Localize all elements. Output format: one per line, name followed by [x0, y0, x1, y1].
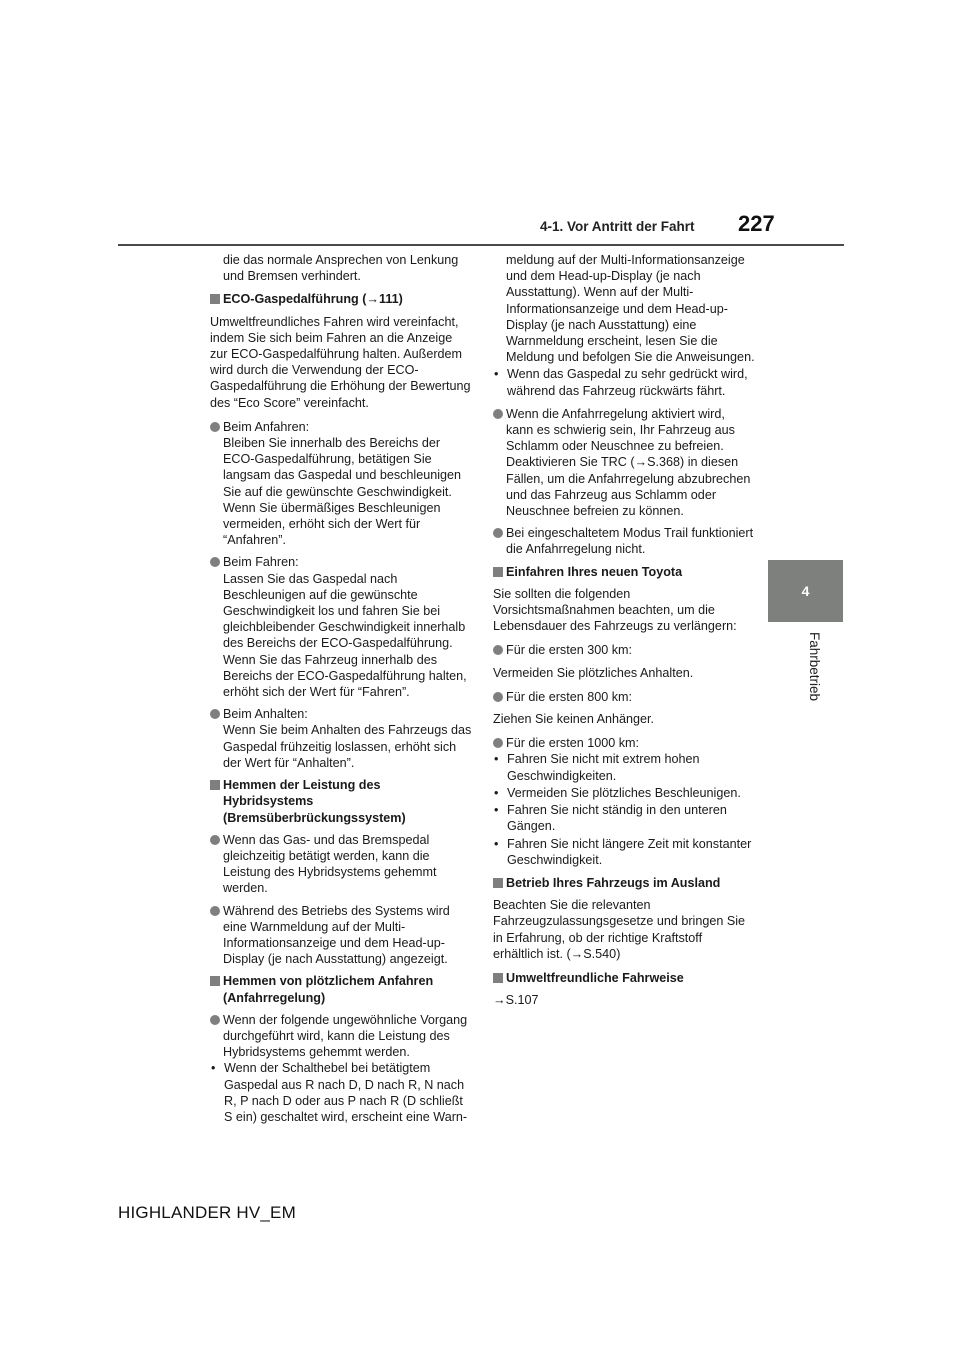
- dot-bullet-icon: •: [494, 803, 499, 818]
- dot-bullet-icon: •: [494, 752, 499, 767]
- dot-item: • Wenn der Schalthebel bei betätigtem Gaspedal aus R nach D, D nach R, N nach R, P nach D oder aus P nach R (D schließt S ein) geschaltet wird, erscheint eine Warn-: [211, 1061, 468, 1124]
- list-item: Wenn der folgende ungewöhnliche Vorgang durchgeführt wird, kann die Leistung des Hybridsystems gehemmt werden.: [210, 1012, 472, 1061]
- page-ref-link[interactable]: →S.107: [493, 993, 539, 1008]
- list-item: Für die ersten 1000 km:: [493, 735, 755, 751]
- chapter-label: Fahrbetrieb: [807, 632, 822, 702]
- section-heading: Einfahren Ihres neuen Toyota: [493, 564, 755, 580]
- list-item: Beim Anhalten: Wenn Sie beim Anhalten des Fahrzeugs das Gaspedal frühzeitig loslassen, erhöht sich der Wert für “Anhalten”.: [210, 706, 472, 771]
- dot-item: • Fahren Sie nicht ständig in den unteren Gängen.: [494, 803, 727, 834]
- chapter-tab[interactable]: [768, 560, 843, 622]
- section-heading: Betrieb Ihres Fahrzeugs im Ausland: [493, 875, 755, 891]
- list-item: Für die ersten 300 km:: [493, 642, 755, 658]
- page-ref-link[interactable]: ECO-Gaspedalführung (→111): [223, 292, 403, 307]
- section-heading: Hemmen von plötzlichem Anfahren (Anfahrregelung): [210, 973, 472, 1005]
- circle-bullet-icon: [210, 1015, 220, 1025]
- list-item: Bei eingeschaltetem Modus Trail funktioniert die Anfahrregelung nicht.: [493, 525, 755, 557]
- circle-bullet-icon: [493, 645, 503, 655]
- list-item: Für die ersten 800 km:: [493, 689, 755, 705]
- paragraph: meldung auf der Multi-Informationsanzeige und dem Head-up-Display (je nach Ausstattung). Wenn auf der Multi-Informationsanzeige und dem Head-up-Display (je nach Ausstattung) eine Warnmeldung erscheint, lesen Sie die Meldung und befolgen Sie die Anweisungen.: [506, 253, 755, 365]
- square-bullet-icon: [493, 973, 503, 983]
- page-number: 227: [738, 211, 775, 236]
- section-heading: Hemmen der Leistung des Hybridsystems (Bremsüberbrückungssystem): [210, 777, 472, 826]
- circle-bullet-icon: [493, 692, 503, 702]
- list-item: Wenn das Gas- und das Bremspedal gleichzeitig betätigt werden, kann die Leistung des Hybridsystems gehemmt werden.: [210, 832, 472, 897]
- dot-item: • Vermeiden Sie plötzliches Beschleunigen.: [494, 785, 741, 800]
- right-column: [493, 252, 755, 1016]
- header-rule: [118, 244, 844, 246]
- circle-bullet-icon: [210, 906, 220, 916]
- paragraph: Ziehen Sie keinen Anhänger.: [493, 712, 655, 727]
- chapter-number: 4: [801, 583, 810, 599]
- dot-bullet-icon: •: [494, 785, 499, 800]
- paragraph: Beachten Sie die relevanten Fahrzeugzulassungsgesetze und bringen Sie in Erfahrung, ob der richtige Kraftstoff erhältlich ist. (→S.540): [493, 898, 746, 961]
- list-item: Während des Betriebs des Systems wird eine Warnmeldung auf der Multi-Informationsanzeige und dem Head-up-Display (je nach Ausstattung) angezeigt.: [210, 903, 472, 968]
- circle-bullet-icon: [210, 557, 220, 567]
- section-title: 4-1. Vor Antritt der Fahrt: [540, 219, 695, 234]
- circle-bullet-icon: [210, 835, 220, 845]
- dot-bullet-icon: •: [211, 1061, 216, 1076]
- section-heading: [210, 291, 472, 307]
- circle-bullet-icon: [210, 709, 220, 719]
- square-bullet-icon: [210, 780, 220, 790]
- paragraph: Umweltfreundliches Fahren wird vereinfacht, indem Sie sich beim Fahren an die Anzeige zur ECO-Gaspedalführung halten. Außerdem wird durch die Verwendung der ECO-Gaspedalführung die Erhöhung der Bewertung des “Eco Score” vereinfacht.: [210, 314, 471, 410]
- section-heading: Umweltfreundliche Fahrweise: [493, 970, 755, 986]
- circle-bullet-icon: [493, 528, 503, 538]
- paragraph: die das normale Ansprechen von Lenkung und Bremsen verhindert.: [223, 253, 459, 284]
- square-bullet-icon: [493, 567, 503, 577]
- paragraph: Sie sollten die folgenden Vorsichtsmaßnahmen beachten, um die Lebensdauer des Fahrzeugs zu verlängern:: [493, 586, 737, 634]
- list-item: Wenn die Anfahrregelung aktiviert wird, kann es schwierig sein, Ihr Fahrzeug aus Schlamm oder Neuschnee zu befreien. Deaktivieren Sie TRC (→S.368) in diesen Fällen, um die Anfahrregelung abzubrechen und das Fahrzeug aus Schlamm oder Neuschnee befreien zu können.: [493, 406, 755, 519]
- footer-model: HIGHLANDER HV_EM: [118, 1203, 296, 1222]
- dot-item: • Fahren Sie nicht längere Zeit mit konstanter Geschwindigkeit.: [494, 836, 752, 867]
- dot-bullet-icon: •: [494, 836, 499, 851]
- circle-bullet-icon: [493, 409, 503, 419]
- left-column: [210, 252, 472, 1126]
- square-bullet-icon: [210, 976, 220, 986]
- list-item: Beim Anfahren: Bleiben Sie innerhalb des Bereichs der ECO-Gaspedalführung, betätigen Sie langsam das Gaspedal und beschleunigen Sie auf die gewünschte Geschwindigkeit. Wenn Sie übermäßiges Beschleunigen vermeiden, erhöht sich der Wert für “Anfahren”.: [210, 419, 472, 549]
- dot-item: • Fahren Sie nicht mit extrem hohen Geschwindigkeiten.: [494, 752, 700, 783]
- square-bullet-icon: [210, 294, 220, 304]
- paragraph: Vermeiden Sie plötzliches Anhalten.: [493, 665, 694, 680]
- square-bullet-icon: [493, 878, 503, 888]
- circle-bullet-icon: [493, 738, 503, 748]
- circle-bullet-icon: [210, 422, 220, 432]
- dot-item: • Wenn das Gaspedal zu sehr gedrückt wird, während das Fahrzeug rückwärts fährt.: [494, 367, 748, 398]
- dot-bullet-icon: •: [494, 367, 499, 382]
- list-item: Beim Fahren: Lassen Sie das Gaspedal nach Beschleunigen auf die gewünschte Geschwindigkeit los und fahren Sie bei gleichbleibender Geschwindigkeit innerhalb des Bereichs der ECO-Gaspedalführung. Wenn Sie das Fahrzeug innerhalb des Bereichs der ECO-Gaspedalführung halten, erhöht sich der Wert für “Fahren”.: [210, 554, 472, 700]
